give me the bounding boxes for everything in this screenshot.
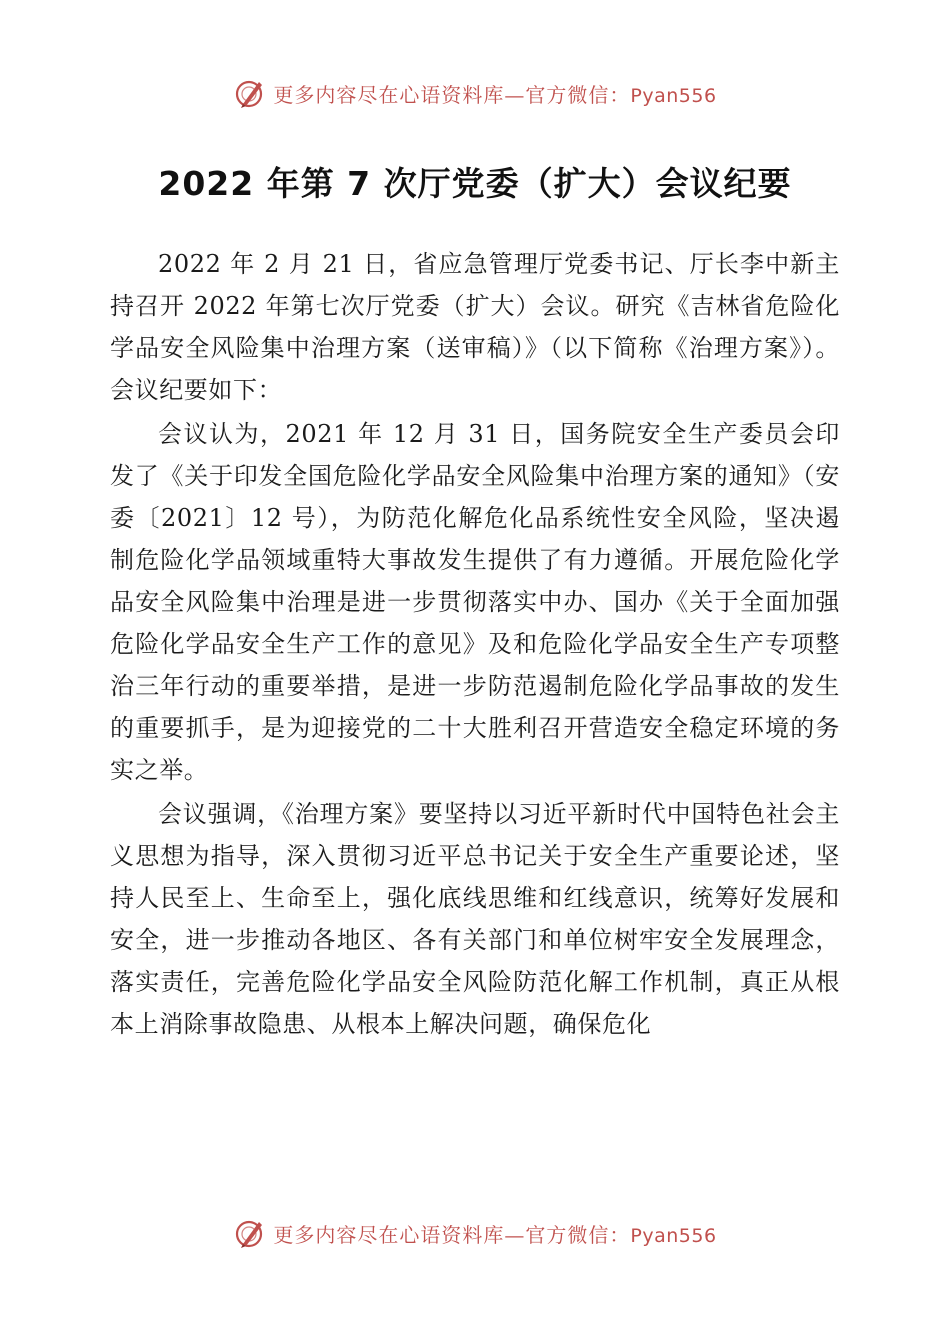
paragraph: 会议认为，2021 年 12 月 31 日，国务院安全生产委员会印发了《关于印发全国危险化学品安全风险集中治理方案的通知》（安委〔2021〕12 号），为防范化解危化品系统性安全风险，坚决遏制危险化学品领域重特大事故发生提供了有力遵循。开展危险化学品安全风险集中治理是进一步贯彻落实中办、国办《关于全面加强危险化学品安全生产工作的意见》及和危险化学品安全生产专项整治三年行动的重要举措，是进一步防范遏制危险化学品事故的发生的重要抓手，是为迎接党的二十大胜利召开营造安全稳定环境的务实之举。 (110, 420, 840, 784)
paragraph: 2022 年 2 月 21 日，省应急管理厅党委书记、厅长李中新主持召开 2022 年第七次厅党委（扩大）会议。研究《吉林省危险化学品安全风险集中治理方案（送审稿）》（以下简称《治理方案》）。会议纪要如下： (110, 250, 840, 404)
paragraph: 会议强调，《治理方案》要坚持以习近平新时代中国特色社会主义思想为指导，深入贯彻习近平总书记关于安全生产重要论述，坚持人民至上、生命至上，强化底线思维和红线意识，统筹好发展和安全，进一步推动各地区、各有关部门和单位树牢安全发展理念，落实责任，完善危险化学品安全风险防范化解工作机制，真正从根本上消除事故隐患、从根本上解决问题，确保危化 (110, 800, 840, 1038)
wechat-id: Pyan556 (630, 1224, 717, 1247)
pen-logo-icon (233, 76, 267, 110)
banner-text: 更多内容尽在心语资料库—官方微信：Pyan556 (273, 82, 717, 107)
footer-banner (0, 1213, 950, 1253)
banner-text: 更多内容尽在心语资料库—官方微信：Pyan556 (273, 1222, 717, 1247)
document-body (110, 243, 840, 1047)
pen-logo-icon (233, 1216, 267, 1250)
page-title: 2022 年第 7 次厅党委（扩大）会议纪要 (158, 164, 792, 203)
header-banner (0, 73, 950, 113)
wechat-id: Pyan556 (630, 84, 717, 107)
